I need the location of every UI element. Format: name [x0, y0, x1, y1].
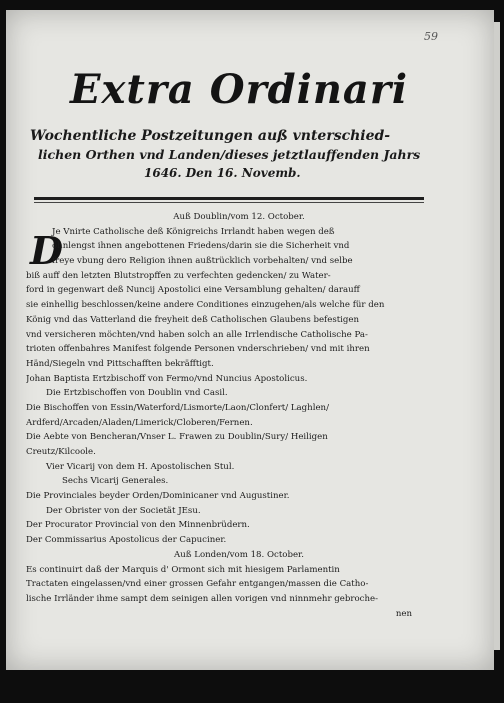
- text-line: Ardferd/Arcaden/Aladen/Limerick/Cloberen/Fernen.: [26, 417, 253, 428]
- text-line: König vnd das Vatterland die freyheit deß Catholischen Glaubens befestigen: [26, 314, 360, 325]
- masthead-title: Extra Ordinari: [70, 66, 409, 113]
- text-line: Händ/Siegeln vnd Pittschafften bekräfftigt.: [26, 358, 214, 369]
- text-line: Tractaten eingelassen/vnd einer grossen Gefahr entgangen/massen die Catho-: [26, 579, 369, 590]
- article-body: [26, 210, 452, 621]
- dateline-dublin: Auß Doublin/vom 12. October.: [173, 212, 305, 222]
- text-line: ford in gegenwart deß Nuncij Apostolici eine Versamblung gehalten/ darauff: [26, 285, 360, 296]
- folio-number: 59: [424, 30, 438, 43]
- dateline-london: Auß Londen/vom 18. October.: [174, 549, 304, 560]
- drop-capital: D: [30, 228, 63, 273]
- text-line: sie einhellig beschlossen/keine andere Conditiones einzugehen/als welche für den: [26, 300, 385, 311]
- text-line: trioten offenbahres Manifest folgende Personen vnderschrieben/ vnd mit ihren: [26, 344, 370, 355]
- text-line: Es continuirt daß der Marquis d' Ormont sich mit hiesigem Parlamentin: [26, 564, 340, 575]
- catchword: nen: [395, 608, 412, 619]
- list-item: Die Bischoffen von Essin/Waterford/Lismorte/Laon/Clonfert/ Laghlen/: [26, 402, 329, 413]
- text-line: vnd versicheren möchten/vnd haben solch an alle Irrlendische Catholische Pa-: [26, 329, 368, 340]
- date-line: 1646. Den 16. Novemb.: [144, 166, 301, 180]
- text-line: Creutz/Kilcoole.: [26, 447, 96, 457]
- list-item: Der Commissarius Apostolicus der Capuciner.: [26, 535, 227, 546]
- text-line: lische Irrländer ihme sampt dem seinigen allen vorigen vnd ninnmehr gebroche-: [26, 593, 378, 604]
- text-line: biß auff den letzten Blutstropffen zu verfechten gedencken/ zu Water-: [26, 270, 331, 281]
- header-rule: [34, 197, 424, 200]
- text-line: Je Vnirte Catholische deß Königreichs Irrlandt haben wegen deß: [52, 226, 335, 237]
- list-item: Vier Vicarij von dem H. Apostolischen Stul.: [46, 461, 235, 472]
- text-line: freye vbung dero Religion ihnen außtrücklich vorbehalten/ vnd selbe: [52, 256, 353, 267]
- list-item: Die Ertzbischoffen von Doublin vnd Casil.: [46, 388, 228, 399]
- subtitle-line-2: lichen Orthen vnd Landen/dieses jetztlauffenden Jahrs: [38, 147, 421, 162]
- subtitle-line-1: Wochentliche Postzeitungen auß vnterschied-: [30, 128, 391, 144]
- list-item: Die Provinciales beyder Orden/Dominicaner vnd Augustiner.: [26, 491, 290, 502]
- list-item: Johan Baptista Ertzbischoff von Fermo/vnd Nuncius Apostolicus.: [26, 373, 308, 384]
- list-item: Die Aebte von Bencheran/Vnser L. Frawen zu Doublin/Sury/ Heiligen: [26, 432, 328, 443]
- text-line: öhnlengst ihnen angebottenen Friedens/darin sie die Sicherheit vnd: [52, 241, 350, 252]
- list-item: Der Obrister von der Societät JEsu.: [46, 505, 201, 516]
- list-item: Der Procurator Provincial von den Minnenbrüdern.: [26, 520, 250, 531]
- list-item: Sechs Vicarij Generales.: [62, 476, 169, 487]
